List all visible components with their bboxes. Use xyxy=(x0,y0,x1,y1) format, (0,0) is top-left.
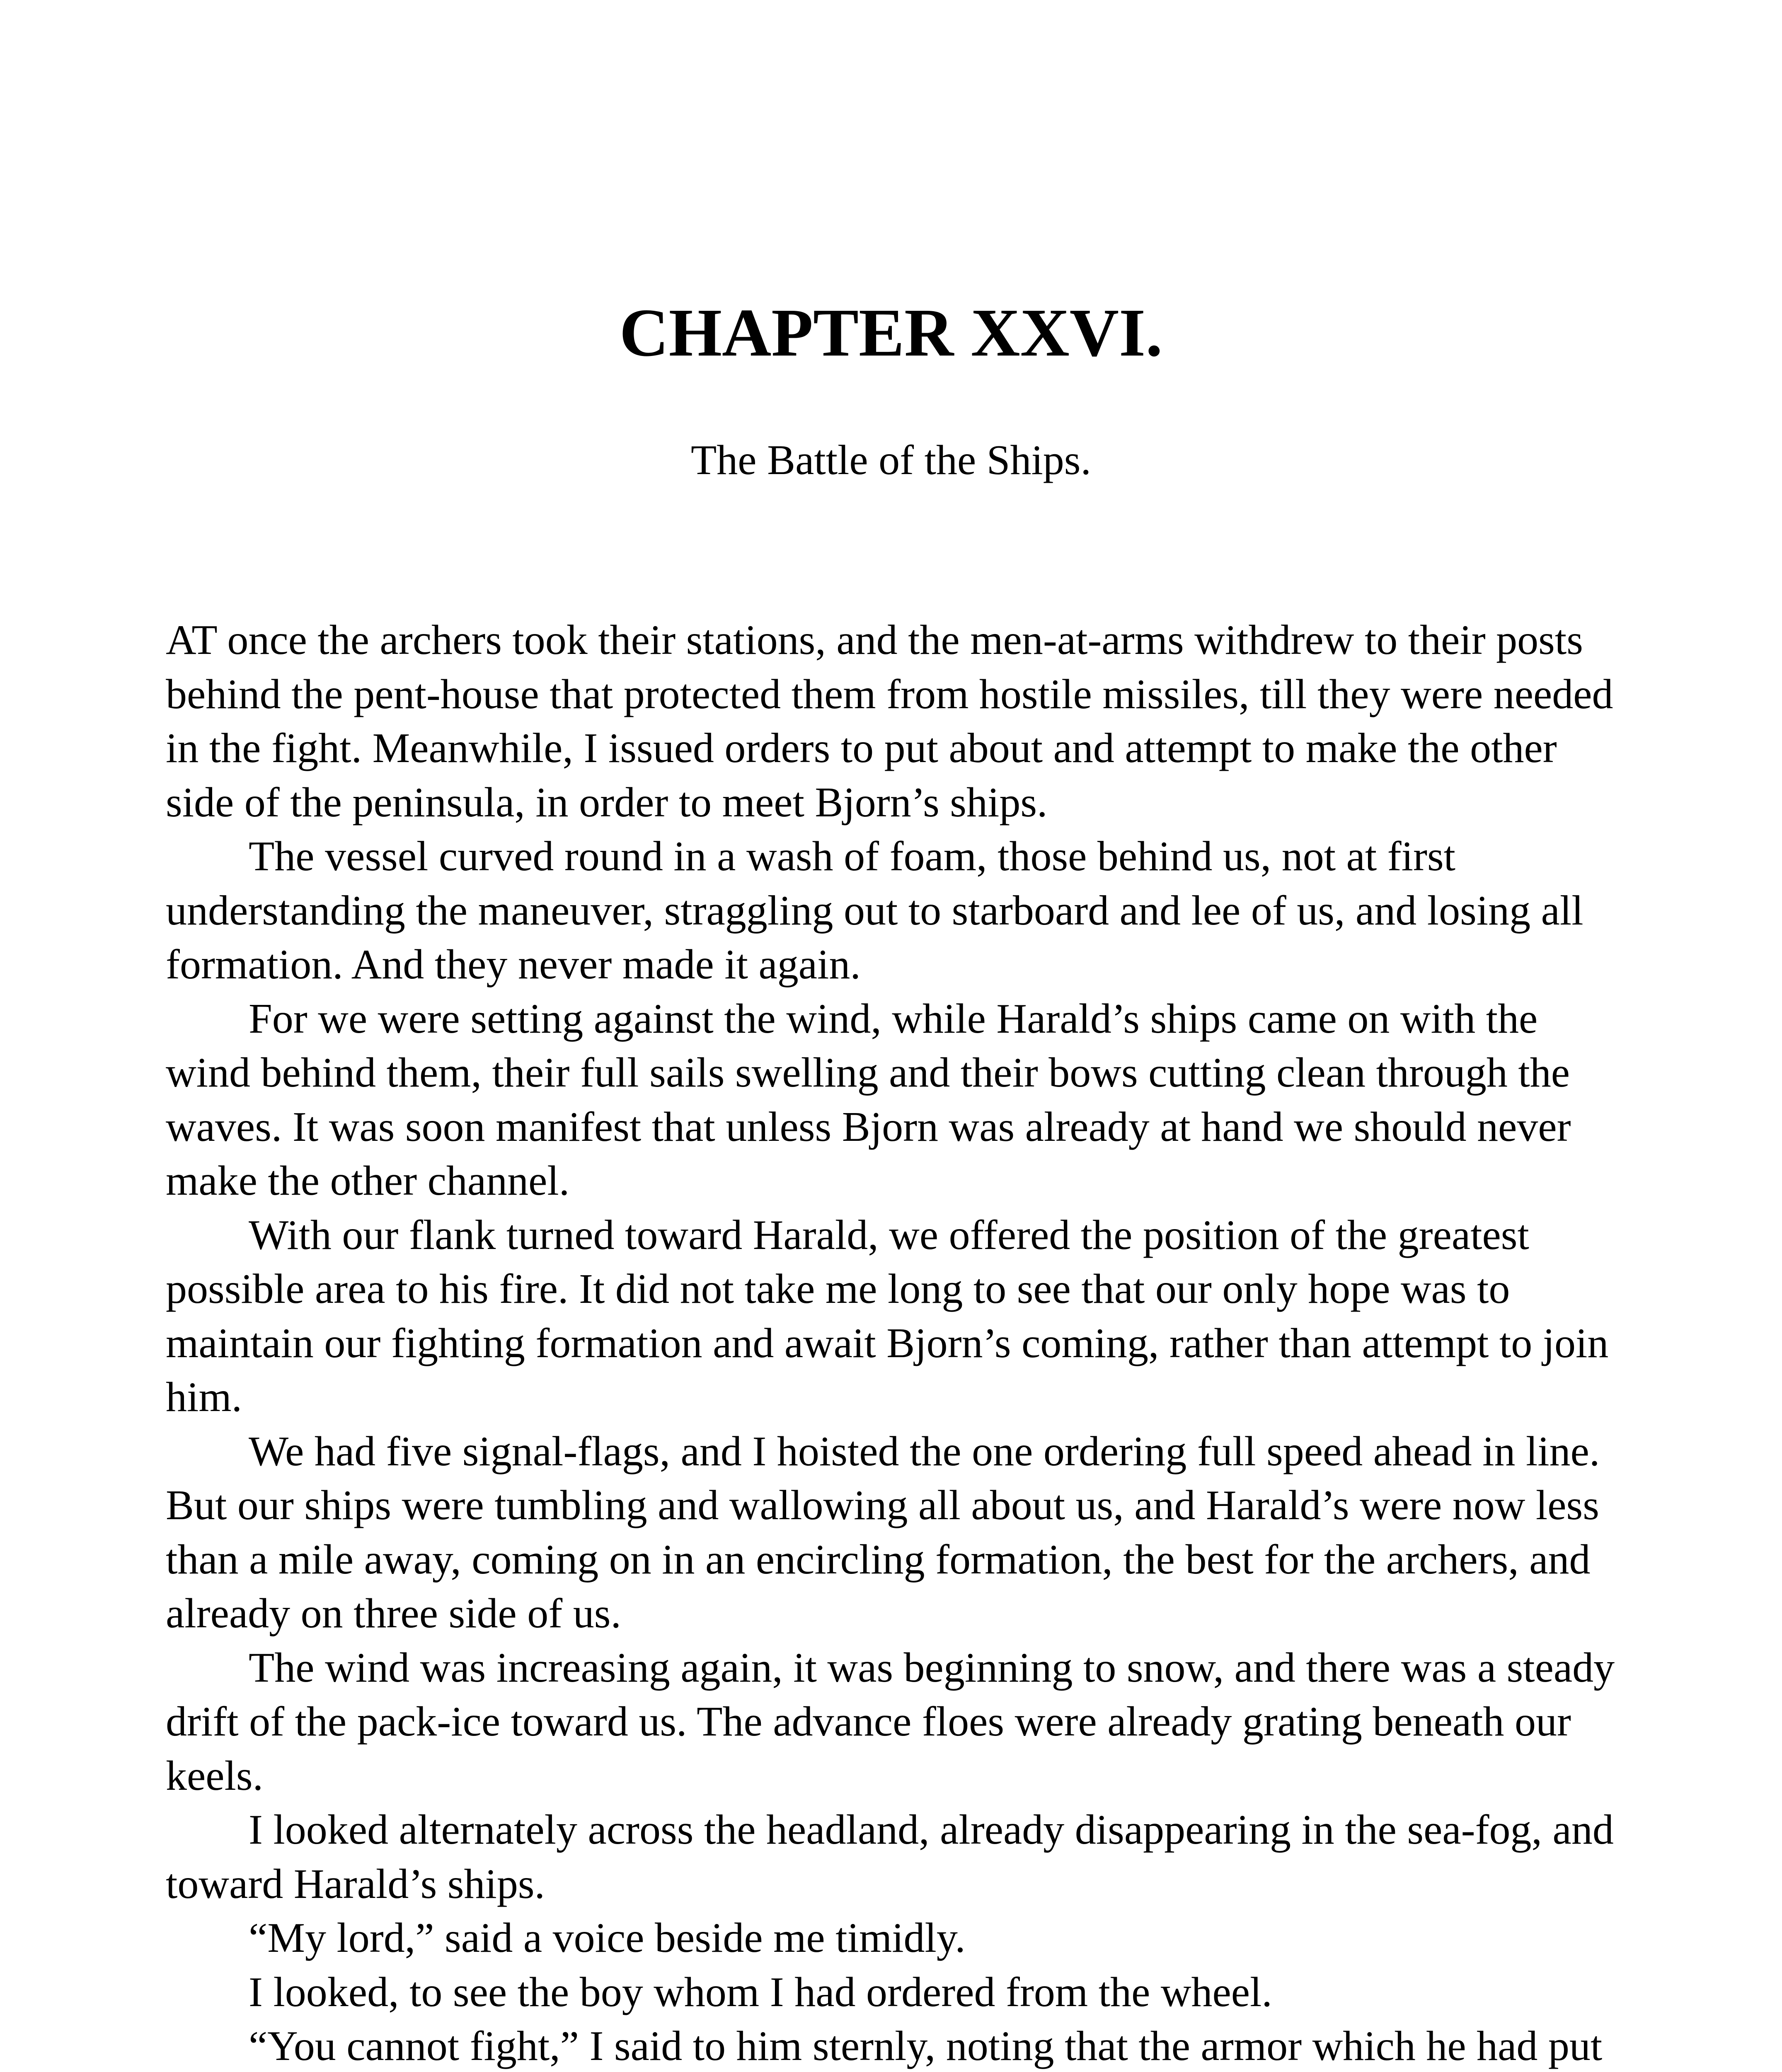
paragraph: We had five signal-flags, and I hoisted the one ordering full speed ahead in line. But our ships were tumbling and wallowing all about us, and Harald’s were now less than a mile away, coming on in an encircling formation, the best for the archers, and already on three side of us. xyxy=(166,1428,1600,1637)
paragraph: “My lord,” said a voice beside me timidly. xyxy=(249,1915,966,1961)
paragraph: I looked alternately across the headland, already disappearing in the sea-fog, and toward Harald’s ships. xyxy=(166,1806,1614,1907)
chapter-subtitle: The Battle of the Ships. xyxy=(690,437,1091,484)
chapter-body xyxy=(166,613,1625,2072)
paragraph: I looked, to see the boy whom I had ordered from the wheel. xyxy=(249,1968,1272,2016)
paragraph: “You cannot fight,” I said to him sternly, noting that the armor which he had put xyxy=(249,2023,1603,2070)
paragraph: For we were setting against the wind, while Harald’s ships came on with the wind behind them, their full sails swelling and their bows cutting clean through the waves. It was soon manifest that unless Bjorn was already at hand we should never make the other channel. xyxy=(166,995,1571,1204)
paragraph: The wind was increasing again, it was beginning to snow, and there was a steady drift of the pack-ice toward us. The advance floes were already grating beneath our keels. xyxy=(166,1644,1615,1799)
paragraph: AT once the archers took their stations, and the men-at-arms withdrew to their posts behind the pent-house that protected them from hostile missiles, till they were needed in the fight. Meanwhile, I issued orders to put about and attempt to make the other side of the peninsula, in order to meet Bjorn’s ships. xyxy=(166,617,1613,826)
paragraph: The vessel curved round in a wash of foam, those behind us, not at first understanding the maneuver, straggling out to starboard and lee of us, and losing all formation. And they never made it again. xyxy=(166,833,1583,988)
chapter-title: CHAPTER XXVI. xyxy=(619,295,1163,370)
paragraph: With our flank turned toward Harald, we offered the position of the greatest possible area to his fire. It did not take me long to see that our only hope was to maintain our fighting formation and await Bjorn’s coming, rather than attempt to join him. xyxy=(166,1211,1609,1421)
